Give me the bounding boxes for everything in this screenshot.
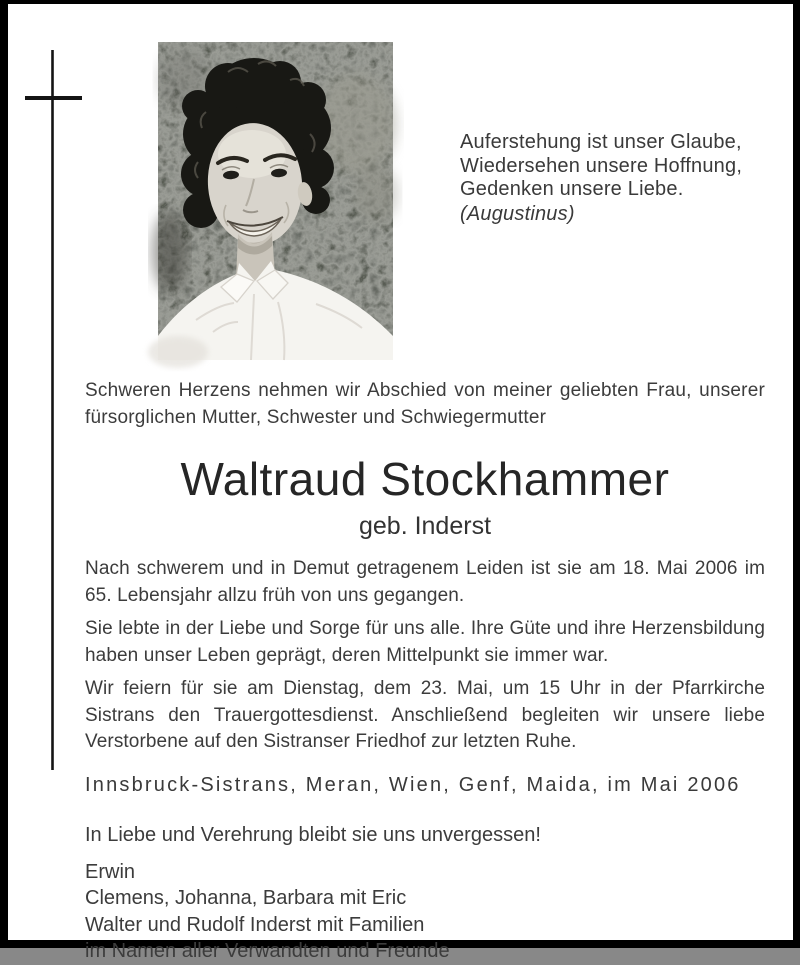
notice-paragraph: Nach schwerem und in Demut getragenem Leiden ist sie am 18. Mai 2006 im 65. Lebensjahr allzu früh von uns gegangen. [85, 558, 765, 606]
quote-line: Gedenken unsere Liebe. [460, 178, 684, 200]
intro-text: Schweren Herzens nehmen wir Abschied von meiner geliebten Frau, unserer fürsorglichen Mutter, Schwester und Schwiegermutter [85, 380, 765, 428]
portrait-photo [158, 42, 393, 360]
latin-cross-icon [24, 46, 86, 772]
mourners-list [85, 859, 765, 965]
closing-line: In Liebe und Verehrung bleibt sie uns unvergessen! [85, 823, 541, 846]
mourner-line: im Namen aller Verwandten und Freunde [85, 940, 450, 962]
deceased-name: Waltraud Stockhammer [180, 453, 670, 505]
maiden-name: geb. Inderst [358, 512, 492, 540]
notice-paragraph: Sie lebte in der Liebe und Sorge für uns alle. Ihre Güte und ihre Herzensbildung haben unser Leben geprägt, deren Mittelpunkt sie immer war. [85, 618, 765, 666]
frame-edge-left [0, 0, 8, 948]
quote-line: Wiedersehen unsere Hoffnung, [460, 154, 743, 177]
quote-block [460, 131, 760, 226]
notice-body [85, 378, 765, 965]
frame-edge-top [0, 0, 800, 4]
quote-attribution: (Augustinus) [460, 202, 575, 225]
mourner-line: Erwin [85, 860, 136, 883]
notice-paragraph: Wir feiern für sie am Dienstag, dem 23. Mai, um 15 Uhr in der Pfarrkirche Sistrans den Trauergottesdienst. Anschließend begleiten wir unsere liebe Verstorbene auf den Sistranser Friedhof zur letzten Ruhe. [85, 678, 765, 752]
places-date-line: Innsbruck-Sistrans, Meran, Wien, Genf, Maida, im Mai 2006 [85, 773, 741, 796]
mourner-line: Walter und Rudolf Inderst mit Familien [85, 913, 425, 936]
quote-line: Auferstehung ist unser Glaube, [460, 131, 742, 153]
frame-edge-right [793, 0, 800, 948]
mourner-line: Clemens, Johanna, Barbara mit Eric [85, 887, 407, 909]
